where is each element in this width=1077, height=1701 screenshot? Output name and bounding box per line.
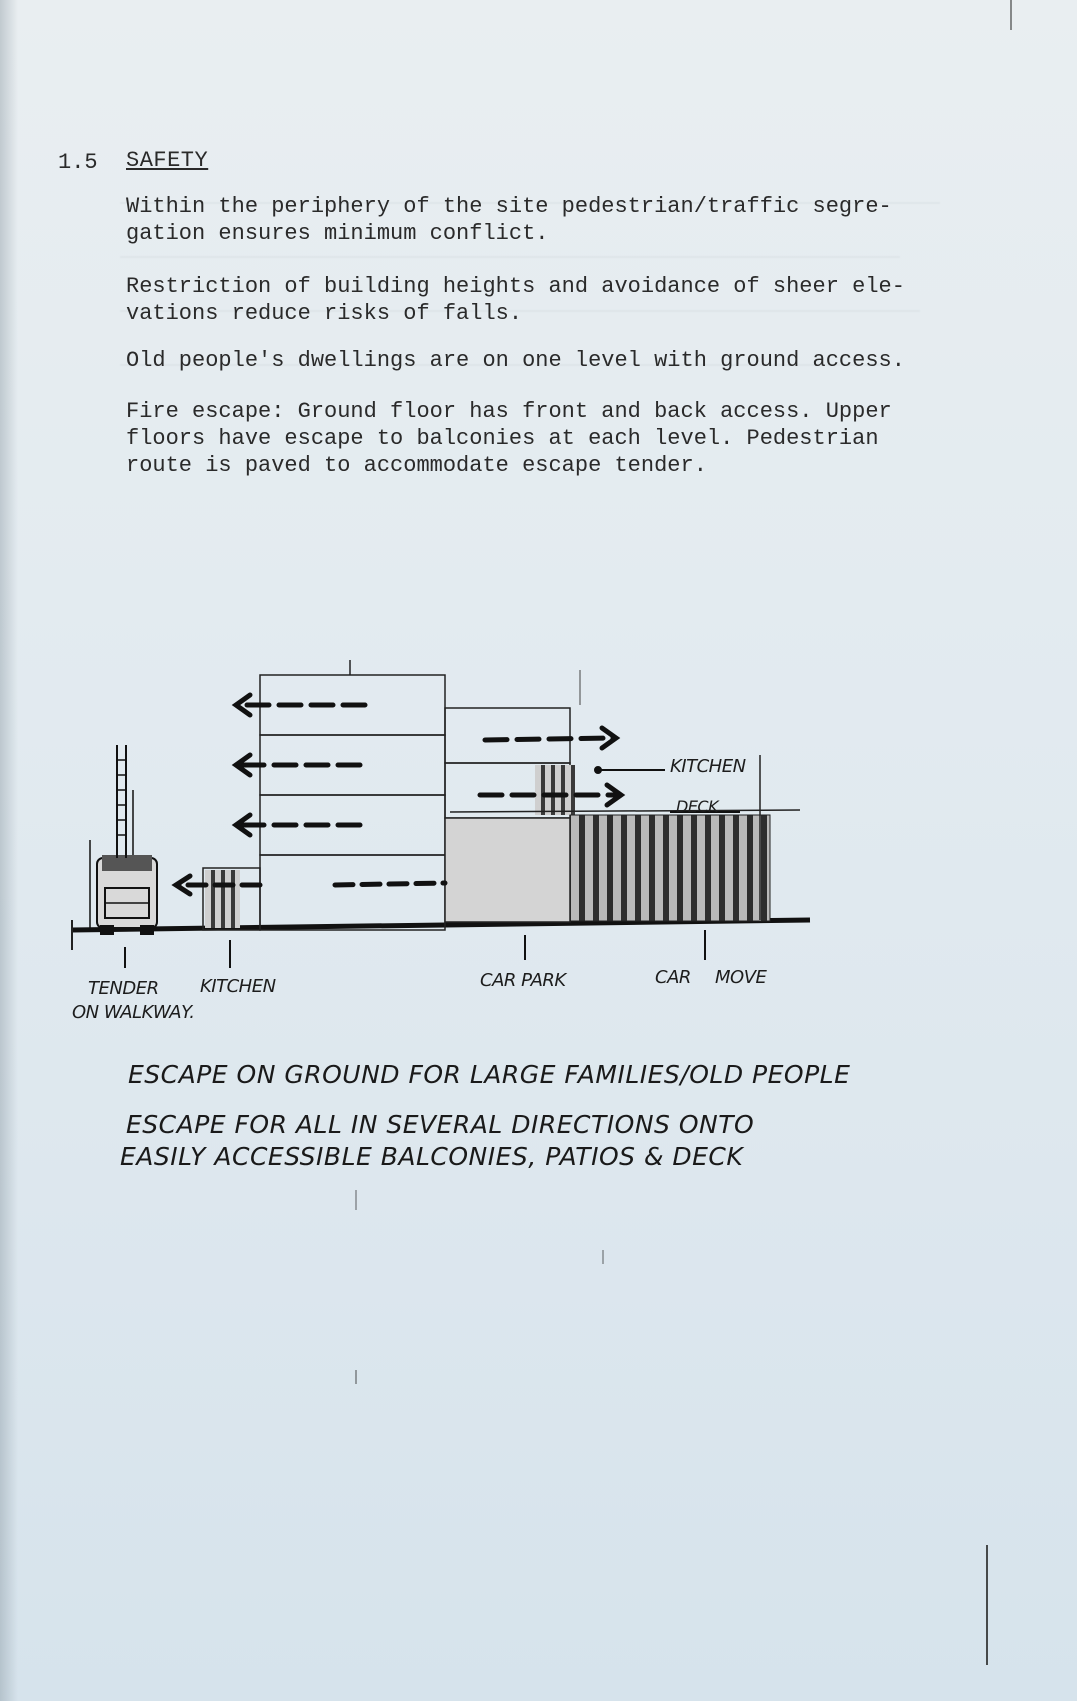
label-kitchen-right: KITCHEN bbox=[670, 756, 746, 777]
label-kitchen-left: KITCHEN bbox=[200, 976, 276, 997]
page-mark bbox=[602, 1250, 604, 1264]
kitchen-left-hatch bbox=[205, 870, 240, 928]
fire-tender-icon bbox=[90, 745, 157, 935]
page-edge-shadow bbox=[0, 0, 18, 1701]
deck-hatch bbox=[570, 815, 770, 921]
label-on-walkway: ON WALKWAY. bbox=[72, 1002, 195, 1023]
paragraph-fire-escape: Fire escape: Ground floor has front and back access. Upper floors have escape to balconies at each level. Pedestrian route is paved to accommodate escape tender. bbox=[126, 399, 892, 478]
escape-section-sketch bbox=[60, 650, 840, 1030]
paragraph-segregation: Within the periphery of the site pedestrian/traffic segre- gation ensures minimum conflict. bbox=[126, 194, 892, 246]
label-car: CAR bbox=[655, 967, 691, 988]
page-margin-line-top bbox=[1010, 0, 1012, 30]
tall-block bbox=[260, 660, 445, 930]
section-title: SAFETY bbox=[126, 148, 209, 173]
label-deck: DECK bbox=[676, 797, 719, 816]
label-car-park: CAR PARK bbox=[480, 970, 566, 991]
label-tender: TENDER bbox=[88, 978, 159, 999]
paragraph-old-people: Old people's dwellings are on one level with ground access. bbox=[126, 348, 905, 373]
handwritten-note-2: ESCAPE FOR ALL IN SEVERAL DIRECTIONS ONTO bbox=[126, 1110, 755, 1139]
page-mark bbox=[355, 1370, 357, 1384]
handwritten-note-3: EASILY ACCESSIBLE BALCONIES, PATIOS & DECK bbox=[120, 1142, 744, 1171]
paragraph-building-heights: Restriction of building heights and avoidance of sheer ele- vations reduce risks of falls. bbox=[126, 274, 905, 326]
label-move: MOVE bbox=[715, 967, 767, 988]
section-number: 1.5 bbox=[58, 150, 98, 175]
page-mark bbox=[355, 1190, 357, 1210]
page-margin-line bbox=[986, 1545, 988, 1665]
handwritten-note-1: ESCAPE ON GROUND FOR LARGE FAMILIES/OLD PEOPLE bbox=[128, 1060, 851, 1089]
